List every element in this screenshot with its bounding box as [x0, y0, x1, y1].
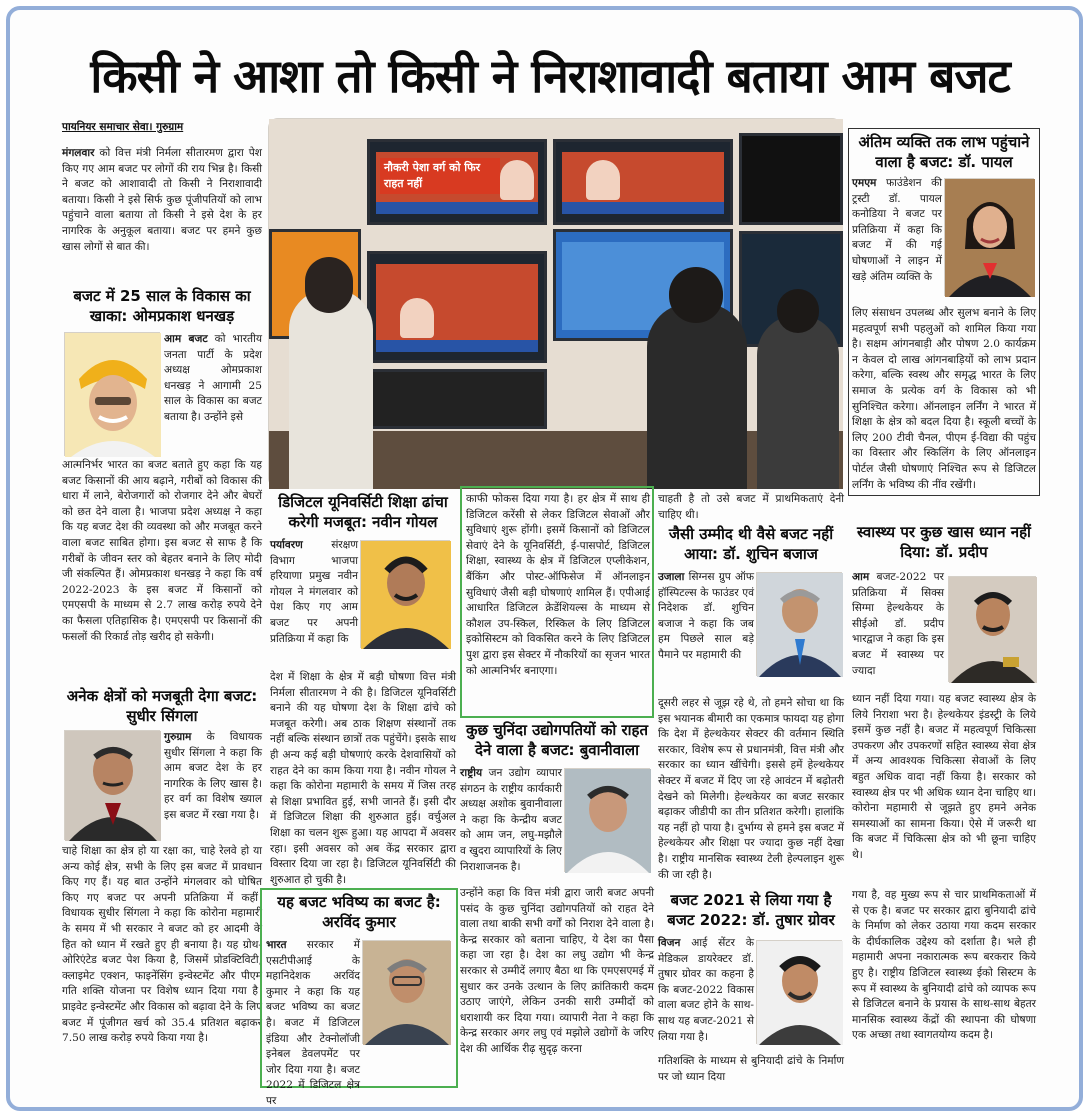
buwaniwala-text-below: उन्होंने कहा कि वित्त मंत्री द्वारा जारी बजट अपनी पसंद के कुछ चुनिंदा उद्योगपतियों को राहत देने वाला तथा बाकी सभी वर्गों को निराश देने वाला है। केन्द्र सरकार को बताना चाहिए, ये देश का पैसा कहा जा रहा है। देश का लघु उद्योग भी केन्द्र सरकार से उम्मीदें लगाए बैठा था कि एमएसएमई में सुधार कर उनके उत्थान के लिए क्रांतिकारी कदम उठाए जाएंगे, लेकिन उनकी सारी उम्मीदों को धराशायी कर दिया गया। व्यापारी नेता ने कहा कि केन्द्र सरकार अगर लघु एवं मझोले उद्योगों के जरिए देश की आर्थिक रीढ़ सुदृढ़ करना	[460, 887, 654, 1055]
singla-text-below: चाहे शिक्षा का क्षेत्र हो या रक्षा का, चाहे रेलवे हो या अन्य कोई क्षेत्र, सभी के लिए इस बजट में प्रावधान किए गए हैं। यह बात उन्होंने मंगलवार को घोषित किए गए बजट पर अपनी प्रतिक्रिया में कहीं। विधायक सुधीर सिंगला ने कहा कि कोरोना महामारी के समय में भी सरकार ने बजट को हर आदमी के हित को ध्यान में रखते हुए ही बनाया है। यह ग्रोथ-ओरिएंटेड बजट पेश किया है, जिसमें प्रोडक्टिविटी, क्लाइमेट एक्शन, फाइनेंसिंग इन्वेस्टमेंट और पीएम गति शक्ति योजना पर विशेष ध्यान दिया गया है। प्राइवेट इन्वेस्टमेंट और विकास को बढ़ावा देने के लिए बजट में पूंजीगत खर्च को 35.4 प्रतिशत बढ़ाकर 7.50 लाख करोड़ रुपये किया गया है।	[62, 845, 262, 1045]
photo-pradeep	[948, 576, 1036, 682]
buwaniwala-text: जन उद्योग व्यापार संगठन के राष्ट्रीय कार्यकारी अध्यक्ष अशोक बुवानीवाला ने कहा कि केन्द्रीय बजट को आम जन, लघु-मझौले व खुदरा व्यापारियों के लिए निराशाजनक है।	[460, 767, 562, 873]
goyal-text-below: देश में शिक्षा के क्षेत्र में बड़ी घोषणा वित्त मंत्री निर्मला सीतारमण ने की है। डिजिटल यूनिवर्सिटी बनाने की यह घोषणा देश के शिक्षा ढांचे को मजबूत करेगी। अब ठाक शिक्षण संस्थानों तक नहीं बल्कि संस्थान छात्रों तक पहुंचेंगे। इसके साथ ही अन्य कई बड़ी घोषणाएं करके देशवासियों को राहत देने का काम किया गया है। नवीन गोयल ने कहा कि कोरोना महामारी के समय में जिस तरह से शिक्षा प्रभावित हुई, सभी जानते हैं। इसी दौर में डिजिटल शिक्षा की शुरुआत हुई। वर्चुअल शिक्षा का चलन शुरू हुआ। यह आपदा में अवसर रहा। इसी अवसर को अब केंद्र सरकार द्वारा विस्तार दिया जा रहा है। डिजिटल यूनिवर्सिटी की शुरुआत हो चुकी है।	[270, 671, 456, 886]
grover-text: आई सेंटर के मेडिकल डायरेक्टर डॉ. तुषार ग्रोवर का कहना है कि बजट-2022 विकास वाला बजट होने के साथ-साथ यह बजट-2021 से लिया गया है।	[658, 937, 754, 1043]
tv-screen-3	[739, 133, 843, 225]
main-headline: किसी ने आशा तो किसी ने निराशावादी बताया आम बजट	[90, 49, 1010, 103]
article-heading-singla: अनेक क्षेत्रों को मजबूती देगा बजट: सुधीर सिंगला	[66, 687, 258, 725]
tv-screen-5	[367, 251, 547, 363]
person-1-head	[305, 257, 353, 313]
kumar-lead: भारत	[266, 939, 287, 951]
payal-text-beside	[852, 176, 942, 306]
photo-goyal	[360, 540, 450, 648]
portrait-buwaniwala-icon	[565, 769, 651, 873]
photo-bajaj	[756, 572, 842, 676]
article-heading-grover: बजट 2021 से लिया गया है बजट 2022: डॉ. तुषार ग्रोवर	[667, 891, 835, 929]
photo-grover	[756, 940, 842, 1044]
buwaniwala-lead: राष्ट्रीय	[460, 767, 483, 779]
article-heading-pradeep: स्वास्थ्य पर कुछ खास ध्यान नहीं दिया: डॉ. प्रदीप	[857, 523, 1031, 561]
person-3-jacket	[757, 315, 839, 489]
photo-dhankhar	[64, 332, 160, 456]
portrait-kumar-icon	[363, 941, 451, 1045]
grover-text-below: गतिशक्ति के माध्यम से बुनियादी ढांचे के निर्माण पर जो ध्यान दिया	[658, 1055, 844, 1083]
intro-text: को वित्त मंत्री निर्मला सीतारमण द्वारा पेश किए गए आम बजट पर लोगों की राय भिन्न है। किसी ने बजट को आशावादी तो किसी ने निराशावादी बताया। किसी ने इसे सिर्फ कुछ पूंजीपतियों को लाभ पहुंचाने वाला बताया तो किसी ने इसे देश के हर नागरिक के अनुकूल बताया। बजट पर हमने कुछ खास लोगों से बात की।	[62, 147, 262, 253]
person-3-head	[777, 289, 819, 333]
tv-screen-text: नौकरी पेशा वर्ग को फिर राहत नहीं	[380, 158, 500, 194]
portrait-grover-icon	[757, 941, 843, 1045]
singla-text: के विधायक सुधीर सिंगला ने कहा कि आम बजट देश के हर नागरिक के लिए खास है। हर वर्ग का विशेष ख्याल इस बजट में रखा गया है।	[164, 731, 262, 821]
bajaj-text-below: दूसरी लहर से जूझ रहे थे, तो हमने सोचा था कि इस भयानक बीमारी का एकमात्र फायदा यह होगा कि देश में हेल्थकेयर सेक्टर की वर्तमान स्थिति सरकार, विशेष रूप से प्रधानमंत्री, वित्त मंत्री और सरकार का ध्यान खींचेगी। इससे हमें हेल्थकेयर सेक्टर में बजट में दिए जा रहे आवंटन में बढ़ोतरी देखने को मिलेगी। हेल्थकेयर का बजट सरकार बढ़ाकर जीडीपी का तीन प्रतिशत करेगी। हालांकि यह नहीं हो पाया है। दुर्भाग्य से हमने इस बजट में हेल्थकेयर और शिक्षा पर ज्यादा कुछ नहीं देखा है। राष्ट्रीय मानसिक स्वास्थ्य टेली हेल्पलाइन शुरू की जा रही है।	[658, 697, 844, 881]
portrait-payal-icon	[945, 179, 1035, 297]
dhankhar-text-below: आत्मनिर्भर भारत का बजट बताते हुए कहा कि यह बजट किसानों की आय बढ़ाने, गरीबों को विकास की धारा में लाने, बेरोजगारों को रोजगार देने और बेघरों को छत देने वाला है। भाजपा प्रदेश अध्यक्ष ने कहा कि यह बजट देश की व्यवस्था को और मजबूत करने वाला बजट साबित होगा। इस बजट से साफ है कि गरीबों के जीवन स्तर को बेहतर बनाने के लिए मोदी जी संकल्पित हैं। ओमप्रकाश धनखड़ ने कहा कि वर्ष 2022-2023 के इस बजट में किसानों को एमएसपी के माध्यम से 2.7 लाख करोड़ रुपये देने का फैसला एतिहासिक है। एमएसपी पर किसानों की फसलों की रिकार्ड तोड़ खरीद हो सकेगी।	[62, 459, 262, 643]
article-heading-kumar: यह बजट भविष्य का बजट है: अरविंद कुमार	[277, 893, 441, 931]
photo-buwaniwala	[564, 768, 650, 872]
newspaper-page	[6, 6, 1083, 1111]
payal-text-below: लिए संसाधन उपलब्ध और सुलभ बनाने के लिए महत्वपूर्ण सभी पहलुओं को शामिल किया गया है। सक्षम आंगनबाड़ी और पोषण 2.0 कार्यक्रम न केवल दो लाख आंगनबाड़ियों को लाभ प्रदान करेगा, बल्कि स्वस्थ और समृद्ध भारत के लिए समाज के प्रत्येक वर्ग के विकास को भी सुनिश्चित करेगा। ऑनलाइन लर्निंग ने भारत में शिक्षा के क्षेत्र को बदल दिया है। स्कूली बच्चों के लिए 200 टीवी चैनल, पीएम ई-विद्या की पहुंच का विस्तार और स्किलिंग के लिए ऑनलाइन पोर्टल जैसी घोषणाएं निश्चित रूप से डिजिटल लर्निंग के भविष्य की नींव रखेंगी।	[852, 307, 1036, 491]
portrait-singla-icon	[65, 731, 161, 841]
dhankhar-text: को भारतीय जनता पार्टी के प्रदेश अध्यक्ष ओमप्रकाश धनखड़ ने आगामी 25 साल के विकास का बजट बताया है। उन्होंने इसे	[164, 333, 262, 423]
col4-top-text: चाहती है तो उसे बजट में प्राथमिकताएं देनी चाहिए थी।	[658, 493, 844, 521]
pradeep-text-below: ध्यान नहीं दिया गया। यह बजट स्वास्थ्य क्षेत्र के लिये निराशा भरा है। हेल्थकेयर इंडस्ट्री के लिये इसमें कुछ नहीं है। बजट में महत्वपूर्ण चिकित्सा उपकरण और उपकरणों सहित स्वास्थ्य सेवा क्षेत्र में अन्य आवश्यक चिकित्सा सेवाओं के लिए बहुत अधिक वादा नहीं किया है। सरकार को स्वास्थ्य क्षेत्र पर भी अधिक ध्यान देना चाहिए था। कोरोना महामारी से जूझते हुए हमने अनेक समस्याओं का सामना किया। ऐसे में जरूरी था कि बजट में चिकित्सा क्षेत्र को भी छूना चाहिए थे।	[852, 693, 1036, 861]
article-heading-buwaniwala: कुछ चुनिंदा उद्योगपतियों को राहत देने वाला है बजट: बुवानीवाला	[466, 721, 648, 759]
bajaj-text: सिग्नस ग्रुप ऑफ हॉस्पिटल्स के फाउंडर एवं निदेशक डॉ. शुचिन बजाज ने कहा कि जब हम पिछले साल बड़े पैमाने पर महामारी की	[658, 571, 754, 661]
tv-screen-2	[553, 139, 733, 225]
bajaj-lead: उजाला	[658, 571, 685, 583]
grover-text-beside	[658, 936, 754, 1054]
grover-continued-text: गया है, वह मुख्य रूप से चार प्राथमिकताओं में से एक है। बजट पर सरकार द्वारा बुनियादी ढांचे के निर्माण को लेकर उठाया गया कदम सरकार के दीर्घकालिक उद्देश्य को दर्शाता है। भले ही महामारी अपना नकारात्मक रूप बरकरार किये हुए है। राष्ट्रीय डिजिटल स्वास्थ्य ईको सिस्टम के रूप में स्वास्थ्य के बुनियादी ढांचे को व्यापक रूप से डिजिटल बनाने के प्रयास के साथ-साथ बेहतर मानसिक स्वास्थ्य केंद्रों की स्थापना की घोषणा एक अच्छा तथा स्वागतयोग्य कदम है।	[852, 889, 1036, 1042]
dhankhar-lead: आम बजट	[164, 333, 208, 345]
payal-lead: एमएम	[852, 177, 877, 189]
singla-lead: गुरुग्राम	[164, 731, 192, 743]
byline: पायनियर समाचार सेवा। गुरुग्राम	[62, 121, 184, 133]
article-heading-goyal: डिजिटल यूनिवर्सिटी शिक्षा ढांचा करेगी मजबूत: नवीन गोयल	[278, 493, 448, 531]
goyal-text-beside	[270, 538, 358, 670]
pradeep-text-beside	[852, 570, 944, 692]
person-2-head	[669, 267, 723, 323]
pradeep-lead: आम	[852, 571, 870, 583]
article-heading-dhankhar: बजट में 25 साल के विकास का खाका: ओमप्रकाश धनखड़	[73, 287, 251, 325]
kumar-text	[266, 938, 360, 1107]
grover-lead: विजन	[658, 937, 681, 949]
person-1-shirt	[289, 289, 373, 489]
bajaj-text-beside	[658, 570, 754, 696]
photo-payal	[944, 178, 1034, 296]
photo-kumar	[362, 940, 450, 1044]
goyal-lead: पर्यावरण	[270, 539, 303, 551]
dhankhar-text-beside	[164, 332, 262, 458]
photo-tv-showroom	[268, 118, 842, 488]
singla-text-beside	[164, 730, 262, 844]
portrait-bajaj-icon	[757, 573, 843, 677]
tv-screen-8	[367, 369, 547, 429]
continued-green-text: काफी फोकस दिया गया है। हर क्षेत्र में साथ ही डिजिटल करेंसी से लेकर डिजिटल सेवाओं और सुविधाएं शुरू होंगी। इसमें किसानों को डिजिटल सेवाएं देने के यूनिवर्सिटी, ई-पासपोर्ट, डिजिटल शिक्षा, स्वास्थ्य के क्षेत्र में डिजिटल एप्लीकेशन, बैंकिंग और पोस्ट-ऑफिसेज में ऑनलाइन सुविधाएं जैसी बड़ी घोषणाएं शामिल हैं। एपीआई आधारित डिजिटल क्रेडेंशियल्स के माध्यम से कौशल उप-स्किल, रिस्किल के लिए डिजिटल इकोसिस्टम को विकसित करने के लिए डिजिटल पुश द्वारा इस सेक्टर में नौकरियों का सृजन भारत को आत्मनिर्भर बनाएगा।	[466, 493, 650, 677]
intro-lead: मंगलवार	[62, 147, 95, 159]
buwaniwala-text-beside	[460, 766, 562, 886]
kumar-text-body: सरकार में एसटीपीआई के महानिदेशक अरविंद कुमार ने कहा कि यह बजट भविष्य का बजट है। बजट में डिजिटल इंडिया और टेक्नोलॉजी इनेबल डेवलपमेंट पर जोर दिया गया है। बजट 2022 में डिजिटल क्षेत्र पर	[266, 939, 360, 1107]
article-heading-bajaj: जैसी उम्मीद थी वैसे बजट नहीं आया: डॉ. शुचिन बजाज	[668, 525, 834, 563]
person-2-jacket	[647, 303, 747, 489]
portrait-dhankhar-icon	[65, 333, 161, 457]
pradeep-text: बजट-2022 पर प्रतिक्रिया में सिक्स सिग्मा हेल्थकेयर के सीईओ डॉ. प्रदीप भारद्वाज ने कहा कि इस बजट में स्वास्थ्य पर ज्यादा	[852, 571, 944, 677]
tv-screen-1	[367, 139, 547, 225]
portrait-pradeep-icon	[949, 577, 1037, 683]
portrait-goyal-icon	[361, 541, 451, 649]
intro-paragraph	[62, 146, 262, 284]
article-heading-payal: अंतिम व्यक्ति तक लाभ पहुंचाने वाला है बजट: डॉ. पायल	[858, 133, 1030, 171]
payal-text: फाउंडेशन की ट्रस्टी डॉ. पायल कनोडिया ने बजट पर प्रतिक्रिया में कहा कि बजट में की गई घोषणाओं ने लाइन में खड़े अंतिम व्यक्ति के	[852, 177, 942, 283]
goyal-text: संरक्षण विभाग भाजपा हरियाणा प्रमुख नवीन गोयल ने मंगलवार को पेश किए गए आम बजट पर अपनी प्रतिक्रिया में कहा कि	[270, 539, 358, 645]
photo-singla	[64, 730, 160, 840]
